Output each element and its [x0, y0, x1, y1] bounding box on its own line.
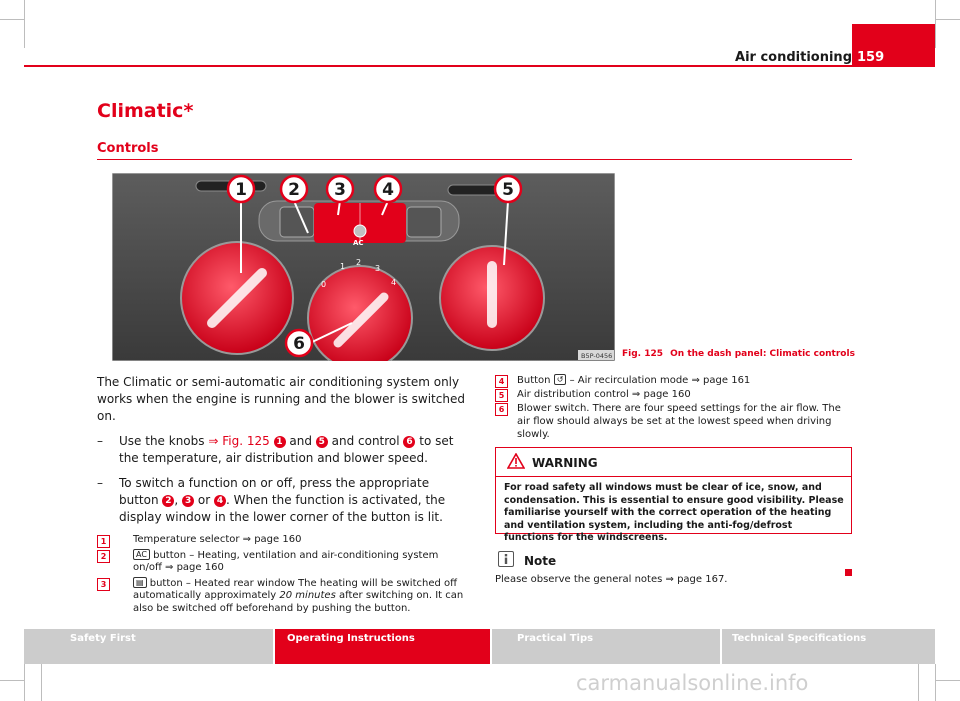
text-span: and	[289, 434, 312, 448]
crop-mark	[24, 0, 25, 48]
dial-number: 3	[375, 264, 381, 273]
figure-code: B5P-0456	[581, 352, 613, 360]
section-end-mark	[845, 569, 852, 576]
list-dash: –	[97, 434, 103, 448]
note-label: Note	[524, 554, 557, 568]
text-span: or	[197, 493, 211, 507]
legend-item	[97, 534, 467, 547]
callout-number: 2	[288, 180, 300, 200]
legend-text: Air distribution control ⇒ page 160	[517, 389, 691, 400]
text-span: To switch a function on or off, press the appropriate button	[119, 476, 430, 507]
header-rule	[24, 65, 935, 67]
dial-number: 2	[356, 258, 362, 267]
legend-text: Button	[517, 375, 551, 386]
dial-number: 1	[340, 262, 346, 271]
list-dash: –	[97, 476, 103, 490]
text-span: to set the temperature, air distribution and blower speed.	[119, 434, 454, 465]
legend-item	[495, 402, 853, 441]
crop-mark	[0, 680, 24, 681]
instruction-knobs	[97, 433, 467, 467]
crop-mark	[0, 19, 24, 20]
legend-number: 4	[495, 375, 508, 388]
intro-paragraph: The Climatic or semi-automatic air conditioning system only works when the engine is running and the blower is switched on.	[97, 375, 465, 423]
callout-number: 4	[382, 180, 394, 200]
ac-key-icon: AC	[133, 549, 150, 560]
legend-item	[97, 577, 467, 616]
figure-caption-text: On the dash panel: Climatic controls	[670, 349, 855, 359]
crop-mark	[41, 664, 42, 701]
figure-link[interactable]: ⇒ Fig. 125	[208, 434, 270, 448]
crop-mark	[936, 19, 960, 20]
chapter-title: Air conditioning	[735, 50, 852, 65]
section-title: Climatic*	[97, 100, 194, 122]
legend-text: button – Heating, ventilation and air-conditioning system on/off ⇒ page 160	[133, 549, 439, 573]
callout-number: 5	[502, 180, 514, 200]
legend-number: 1	[97, 535, 110, 548]
section-subtitle: Controls	[97, 141, 159, 156]
legend-number: 2	[97, 550, 110, 563]
panel-ac-label: AC	[353, 239, 364, 247]
warning-text: For road safety all windows must be clear of ice, snow, and condensation. This is essential to ensure good visibility. Please familiarise yourself with the correct operation of the heating and ventilation system, including the anti-fog/defrost functions for the windscreens.	[504, 482, 844, 543]
text-span: . When the function is activated, the display window in the lower corner of the button is lit.	[119, 493, 446, 524]
legend-number: 5	[495, 389, 508, 402]
figure-caption-label: Fig. 125	[622, 349, 664, 359]
dial-number: 0	[321, 280, 327, 289]
right-column	[495, 374, 853, 442]
legend-text: Blower switch. There are four speed settings for the air flow. The air flow should always be set at the lowest speed when driving slowly.	[517, 403, 841, 440]
warning-box	[495, 447, 852, 543]
warning-header	[496, 448, 851, 477]
callout-ref: 1	[274, 436, 286, 448]
air-recirculation-icon: ↺	[554, 374, 567, 385]
callout-ref: 6	[403, 436, 415, 448]
callout-ref: 2	[162, 495, 174, 507]
watermark: carmanualsonline.info	[576, 671, 809, 695]
tab-practical-tips[interactable]: Practical Tips	[492, 629, 720, 664]
callout-number: 6	[293, 334, 305, 354]
legend-item	[495, 374, 853, 387]
callout-ref: 3	[182, 495, 194, 507]
legend-text: Temperature selector ⇒ page 160	[133, 534, 302, 545]
tab-operating-instructions[interactable]: Operating Instructions	[275, 629, 490, 664]
tab-safety-first[interactable]: Safety First	[24, 629, 273, 664]
legend-number: 6	[495, 403, 508, 416]
subtitle-rule	[97, 159, 852, 160]
crop-mark	[935, 0, 936, 48]
warning-triangle-icon	[507, 453, 525, 469]
callout-ref: 4	[214, 495, 226, 507]
callout-ref: 5	[316, 436, 328, 448]
text-span: Use the knobs	[119, 434, 205, 448]
footer-nav	[24, 629, 935, 664]
crop-mark	[936, 680, 960, 681]
left-column	[97, 374, 467, 617]
legend-item	[97, 549, 467, 575]
crop-mark	[935, 664, 936, 701]
warning-label: WARNING	[532, 456, 598, 470]
crop-mark	[24, 664, 25, 701]
climatic-controls-figure	[112, 173, 615, 361]
note-info-icon	[498, 551, 514, 567]
crop-mark	[918, 664, 919, 701]
legend-list	[97, 534, 467, 615]
rear-window-heating-icon: ▤	[133, 577, 147, 588]
legend-text: button – Heated rear window The heating will be switched off automatically approximately	[133, 577, 458, 601]
note-text: Please observe the general notes ⇒ page 167.	[495, 574, 728, 585]
tab-technical-specifications[interactable]: Technical Specifications	[722, 629, 935, 664]
callout-number: 1	[235, 180, 247, 200]
dial-number: 4	[391, 278, 397, 287]
legend-number: 3	[97, 578, 110, 591]
legend-text: after switching on. It can also be switched off beforehand by pushing the button.	[133, 590, 464, 614]
legend-emphasis: 20 minutes	[279, 590, 336, 601]
legend-item	[495, 388, 853, 401]
text-span: and control	[331, 434, 400, 448]
instruction-buttons	[97, 475, 467, 526]
callout-number: 3	[334, 180, 346, 200]
legend-text: – Air recirculation mode ⇒ page 161	[569, 375, 751, 386]
text-span: ,	[174, 493, 179, 507]
figure-caption	[622, 349, 855, 359]
page-number: 159	[852, 24, 935, 67]
